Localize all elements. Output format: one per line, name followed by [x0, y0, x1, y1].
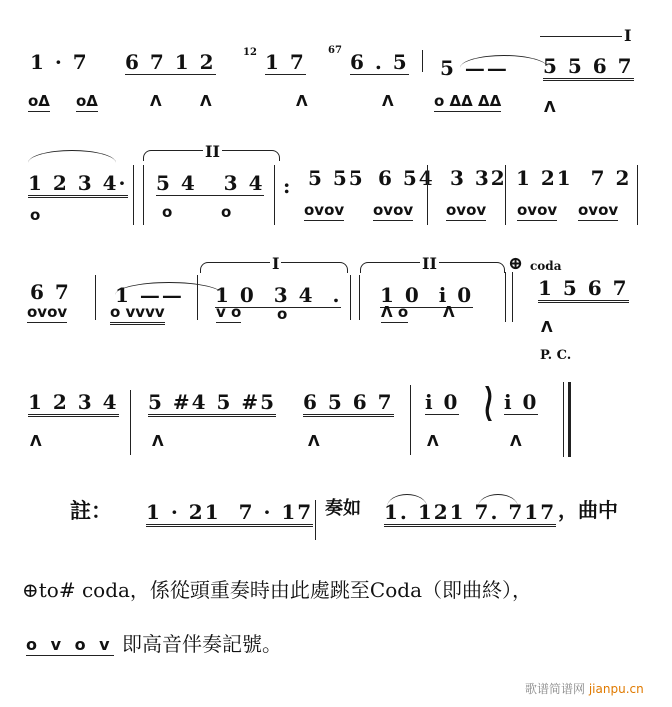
accent: ovov	[578, 201, 619, 219]
volta-label: I	[272, 254, 280, 273]
notes: 3 32	[450, 166, 507, 190]
barline	[143, 165, 144, 225]
accent: Λ	[427, 432, 439, 450]
accent: Λ	[150, 92, 162, 110]
accent: oΔ	[76, 92, 98, 110]
notes: 5 4 3 4	[156, 171, 265, 195]
accent: Λ	[544, 98, 556, 116]
repeat-sign: :	[283, 174, 293, 198]
notes: 6 7	[30, 280, 71, 304]
accompaniment-explanation: 即高音伴奏記號。	[122, 632, 282, 656]
watermark-cn: 歌谱简谱网	[525, 682, 586, 696]
accent: Λ	[308, 432, 320, 450]
accent: ovov	[373, 201, 414, 219]
barline	[505, 165, 506, 225]
barline	[95, 275, 96, 320]
written-notes: 1 · 21 7 · 17	[146, 502, 313, 527]
accompaniment-symbol: o v o v	[26, 635, 114, 654]
notes: 6 7 1 2	[125, 50, 216, 74]
notes: 6 5 6 7	[303, 392, 394, 417]
accent: ovov	[517, 201, 558, 219]
accent: Λ	[443, 303, 455, 321]
accent: v o	[216, 303, 242, 321]
barline	[512, 272, 513, 322]
accent: ovov	[446, 201, 487, 219]
barline	[505, 272, 506, 322]
notes: 6 . 5	[350, 50, 409, 74]
accent: Λ	[541, 318, 553, 336]
note-tail: ，曲中	[558, 498, 618, 522]
barline	[427, 165, 428, 225]
note-label: 註：	[70, 498, 112, 523]
notes: 1 21 7 2	[516, 166, 632, 190]
barline	[133, 165, 134, 225]
volta-label: II	[422, 254, 437, 273]
played-notes: 1. 121 7. 717	[384, 502, 556, 527]
notes: 5 #4 5 #5	[148, 392, 276, 417]
barline	[359, 275, 360, 320]
volta-label: II	[205, 142, 220, 161]
notes: 1 ——	[115, 283, 184, 307]
accent: o	[221, 203, 232, 221]
slur	[28, 150, 116, 163]
accent: Λ	[296, 92, 308, 110]
notes: 1 5 6 7	[538, 278, 629, 303]
accent: Λ	[152, 432, 164, 450]
coda-explanation: ⊕to# coda，係從頭重奏時由此處跳至Coda（即曲終），	[22, 578, 532, 602]
final-barline	[563, 382, 564, 457]
notes: 5 55	[308, 166, 365, 190]
notes: 1 7	[265, 50, 306, 74]
barline	[410, 385, 411, 455]
accent: Λ	[382, 92, 394, 110]
barline	[422, 50, 423, 72]
accent: Λ	[200, 92, 212, 110]
accent: Λ	[510, 432, 522, 450]
notes: 1 · 7	[30, 50, 89, 74]
notes: 1 2 3 4·	[28, 173, 128, 198]
notes: 1 2 3 4	[28, 392, 119, 417]
barline	[315, 500, 316, 540]
accent: oΔ	[28, 92, 50, 110]
accent: o	[30, 206, 41, 224]
coda-label: coda	[530, 259, 562, 273]
pc-label: P. C.	[540, 348, 572, 363]
accent: o vvvv	[110, 305, 165, 325]
barline	[197, 275, 198, 320]
barline	[274, 165, 275, 225]
notes: 5 5 6 7	[543, 56, 634, 81]
played-label: 奏如	[325, 498, 361, 519]
coda-icon: ⊕	[508, 253, 526, 274]
watermark-en: jianpu.cn	[588, 682, 644, 696]
volta-label: I	[624, 26, 632, 45]
final-barline	[568, 382, 571, 457]
barline	[350, 275, 351, 320]
arpeggio-wavy-line: ≀	[481, 370, 496, 436]
notes: 5 ——	[440, 56, 509, 80]
notes: 1 0 i 0	[380, 283, 474, 307]
notes: i 0	[504, 390, 539, 414]
barline	[130, 390, 131, 455]
accent: ovov	[304, 201, 345, 219]
grace-notes: 67	[328, 45, 342, 56]
notes: i 0	[425, 390, 460, 414]
notes: 6 54	[378, 166, 435, 190]
accent: o	[162, 203, 173, 221]
accent: Λ	[30, 432, 42, 450]
grace-notes: 12	[243, 47, 257, 58]
accent: ovov	[27, 303, 68, 321]
barline	[637, 165, 638, 225]
volta-line	[540, 36, 625, 37]
accent: Λ o	[381, 303, 409, 321]
accent: o	[277, 305, 288, 323]
watermark	[525, 680, 644, 697]
accent: o ΔΔ ΔΔ	[434, 92, 502, 110]
notes: 1 0 3 4 .	[215, 283, 342, 307]
